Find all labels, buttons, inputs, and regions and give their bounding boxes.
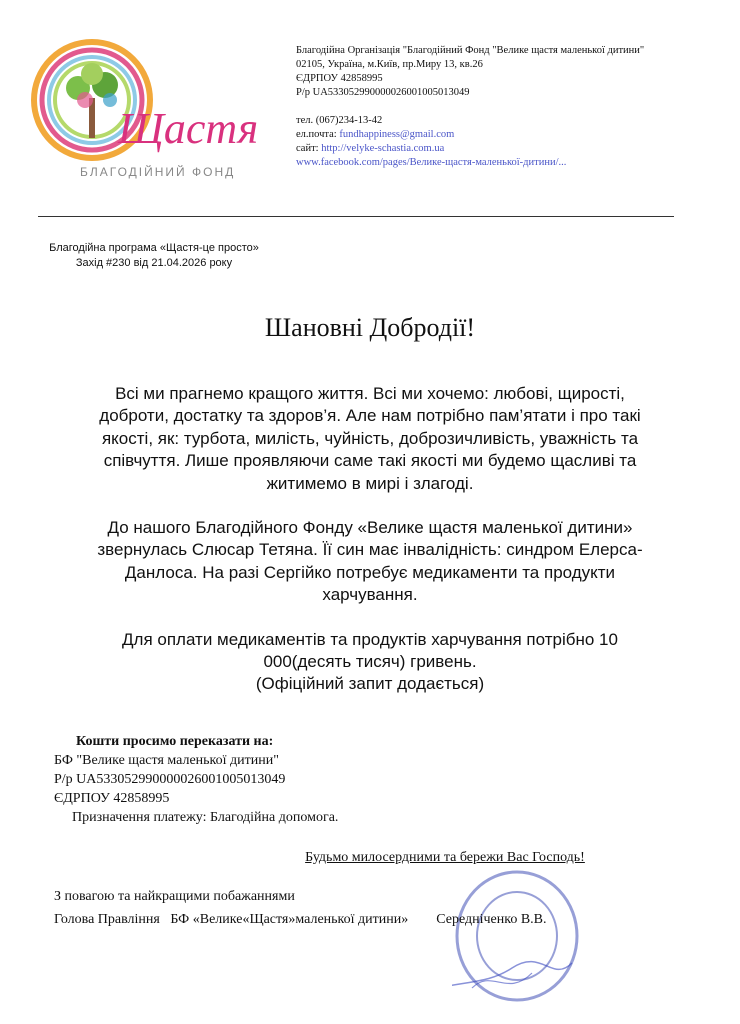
email-link[interactable]: fundhappiness@gmail.com [339,129,455,140]
request-paragraph: До нашого Благодійного Фонду «Велике щастя маленької дитини» звернулась Слюсар Тетяна. Її син має інвалідність: синдром Елерса-Данлоса. На разі Сергійко потребує медикаменти та продукти харчування. [97,518,643,605]
amount-text: Для оплати медикаментів та продуктів харчування потрібно 10 000(десять тисяч) гривень. [122,629,618,672]
intro-paragraph: Всі ми прагнемо кращого життя. Всі ми хочемо: любові, щирості, доброти, достатку та здоров’я. Але нам потрібно пам’ятати і про такі якості, як: турбота, милість, чуйність, доброзичливість, уважність та співчуття. Лише проявляючи саме такі якості ми будемо щасливі та житимемо в мирі і злагоді. [99,384,641,493]
event-number: Захід #230 від 21.04.2026 року [75,257,233,269]
letter-body [0,313,740,931]
foundation-logo [30,38,280,188]
letterhead [296,44,676,170]
logo-name: Щастя [118,104,259,153]
org-address: 02105, Україна, м.Київ, пр.Миру 13, кв.26 [296,59,483,70]
program-info [34,241,274,271]
attachment-note: (Офіційний запит додається) [255,674,485,694]
payment-details [54,732,740,827]
org-name: Благодійна Організація "Благодійний Фонд "Велике щастя маленької дитини" [296,45,645,56]
greeting: Шановні Добродії! [264,313,476,342]
payment-heading: Кошти просимо переказати на: [76,733,274,749]
payment-account: Р/р UA533052990000026001005013049 [54,771,286,787]
payment-recipient: БФ "Велике щастя маленької дитини" [54,752,279,768]
program-name: Благодійна програма «Щастя-це просто» [49,242,259,254]
logo-subtitle: БЛАГОДІЙНИЙ ФОНД [80,165,236,179]
regards-line: З повагою та найкращими побажаннями [54,888,295,904]
facebook-link[interactable]: www.facebook.com/pages/Велике-щастя-маленької-дитини/... [296,157,567,168]
payment-purpose: Призначення платежу: Благодійна допомога. [72,809,339,825]
blessing: Будьмо милосердними та бережи Вас Господь! [305,849,585,865]
org-edrpou: ЄДРПОУ 42858995 [296,73,383,84]
closing [54,885,740,931]
site-label: сайт: [296,143,322,154]
signatory-line: Голова Правління БФ «Велике«Щастя»маленької дитини» Середніченко В.В. [54,911,547,927]
org-account: Р/р UA533052990000026001005013049 [296,87,470,98]
header-divider [38,216,674,217]
payment-edrpou: ЄДРПОУ 42858995 [54,790,170,806]
amount-paragraph [90,629,650,696]
email-label: ел.почта: [296,129,340,140]
org-phone: тел. (067)234-13-42 [296,115,383,126]
site-link[interactable]: http://velyke-schastia.com.ua [321,143,445,154]
